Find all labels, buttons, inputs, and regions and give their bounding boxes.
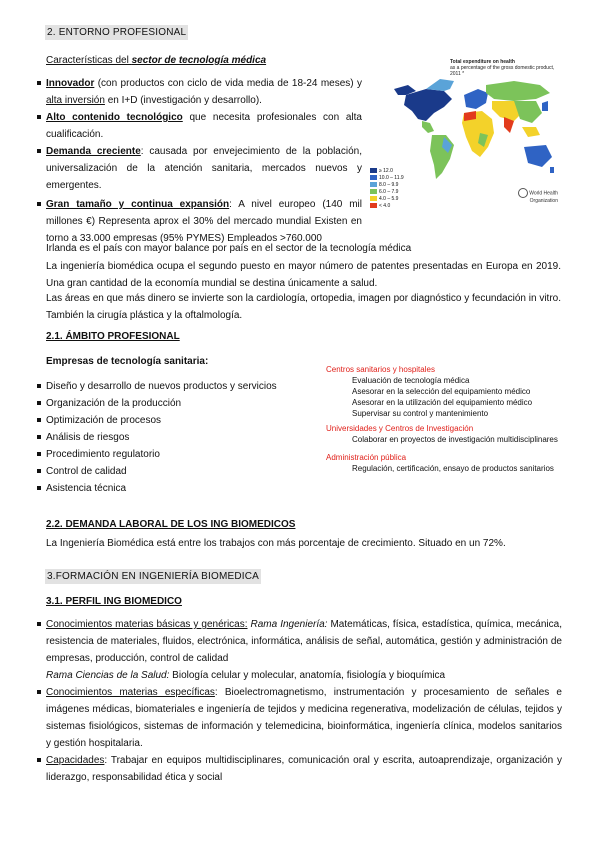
area-item: Regulación, certificación, ensayo de productos sanitarios (352, 464, 554, 473)
map-new-zealand (550, 167, 554, 173)
map-south-america (430, 135, 454, 179)
feature-alto-contenido (37, 109, 362, 143)
sector-features-list (37, 75, 362, 247)
companies-item: Asistencia técnica (37, 480, 317, 497)
profile-list (37, 616, 562, 786)
section-3-heading: 3.FORMACIÓN EN INGENIERÍA BIOMEDICA (47, 571, 260, 582)
legend-label: 6.0 – 7.9 (379, 188, 399, 195)
legend-label: ≥ 12.0 (379, 167, 393, 174)
map-greenland (426, 79, 454, 91)
legend-row (370, 174, 404, 181)
profile-branch: Rama Ciencias de la Salud: (46, 670, 170, 681)
legend-label: 10.0 – 11.9 (379, 174, 404, 181)
subtitle-plain: Características del (46, 55, 132, 66)
area-item: Supervisar su control y mantenimiento (352, 409, 489, 418)
companies-item: Optimización de procesos (37, 412, 317, 429)
area-heading-administration: Administración pública (326, 453, 407, 462)
profile-text: Matemáticas, física, estadística, química, mecánica, resistencia de materiales, fluidos, electrónica, informática, análisis de señal, automática, gestión y administración de empresas, producción, control de calidad (46, 619, 562, 664)
feature-label: Innovador (46, 78, 95, 89)
area-item: Colaborar en proyectos de investigación multidisciplinares (352, 435, 558, 444)
feature-demanda (37, 143, 362, 194)
map-russia (486, 81, 550, 101)
section-3-1-heading: 3.1. PERFIL ING BIOMEDICO (46, 596, 182, 607)
profile-label: Conocimientos materias específicas (46, 687, 215, 698)
area-heading-hospitals: Centros sanitarios y hospitales (326, 365, 435, 374)
professional-areas-diagram (326, 364, 576, 474)
investment-areas-paragraph: Las áreas en que más dinero se invierte son la cardiología, ortopedia, imagen por diagnóstico y fecundación in vitro. También la cirugía plástica y la oftalmología. (46, 293, 561, 321)
companies-item: Organización de la producción (37, 395, 317, 412)
feature-label: Demanda creciente (46, 146, 141, 157)
feature-text: (con productos con ciclo de vida media de 18-24 meses) y (94, 78, 362, 89)
legend-swatch (370, 196, 377, 201)
map-europe (464, 89, 488, 109)
legend-row (370, 167, 404, 174)
feature-text: : A nivel europeo (140 mil millones €) Representa aprox el 30% del mercado mundial Existen en torno a 33.000 empresas (95% PYMES) Empleados >760.000 (46, 199, 363, 244)
companies-list (37, 378, 317, 497)
map-se-asia (522, 127, 540, 137)
companies-item: Análisis de riesgos (37, 429, 317, 446)
labor-demand-text: La Ingeniería Biomédica está entre los trabajos con más porcentaje de crecimiento. Situado en un 72%. (46, 538, 506, 549)
legend-label: 8.0 – 9.9 (379, 181, 399, 188)
profile-label: Capacidades (46, 755, 105, 766)
map-legend (370, 167, 404, 209)
who-emblem-icon (518, 188, 528, 198)
map-title-line2: as a percentage of the gross domestic product, 2011 * (450, 65, 555, 77)
legend-label: 4.0 – 5.9 (379, 195, 399, 202)
companies-intro: Empresas de tecnología sanitaria: (46, 356, 209, 367)
feature-label: Alto contenido tecnológico (46, 112, 183, 123)
legend-row (370, 195, 404, 202)
legend-row (370, 202, 404, 209)
companies-item: Diseño y desarrollo de nuevos productos y servicios (37, 378, 317, 395)
area-item: Asesorar en la selección del equipamiento médico (352, 387, 531, 396)
map-australia (524, 145, 552, 167)
area-item: Evaluación de tecnología médica (352, 376, 470, 385)
feature-label: Gran tamaño y continua expansión (46, 199, 230, 210)
sector-subtitle (46, 52, 266, 69)
ireland-paragraph: Irlanda es el país con mayor balance por país en el sector de la tecnología médica (46, 243, 412, 254)
section-2-1-heading: 2.1. ÁMBITO PROFESIONAL (46, 331, 180, 342)
area-item: Asesorar en la utilización del equipamiento médico (352, 398, 533, 407)
legend-swatch (370, 203, 377, 208)
area-heading-universities: Universidades y Centros de Investigación (326, 424, 474, 433)
map-north-america (404, 89, 452, 121)
legend-row (370, 181, 404, 188)
legend-swatch (370, 189, 377, 194)
profile-text: : Trabajar en equipos multidisciplinares, comunicación oral y escrita, autoaprendizaje, organización y liderazgo, responsabilidad ética y social (46, 755, 562, 783)
health-expenditure-map (364, 55, 562, 210)
feature-text: : causada por envejecimiento de la población, universalización de la atención sanitaria, mercados nuevos y emergentes. (46, 146, 362, 191)
feature-innovador (37, 75, 362, 109)
feature-text: en I+D (investigación y desarrollo). (104, 95, 262, 106)
who-logo (514, 188, 558, 204)
profile-branch: Rama Ingeniería: (247, 619, 328, 630)
profile-specific-knowledge (37, 684, 562, 752)
map-china (514, 101, 542, 123)
legend-row (370, 188, 404, 195)
legend-swatch (370, 168, 377, 173)
profile-basic-knowledge (37, 616, 562, 684)
companies-item: Control de calidad (37, 463, 317, 480)
section-2-2-heading: 2.2. DEMANDA LABORAL DE LOS ING BIOMEDICOS (46, 519, 296, 530)
profile-label: Conocimientos materias básicas y genéricas: (46, 619, 248, 630)
map-japan (542, 101, 548, 111)
who-label: World Health Organization (529, 190, 558, 204)
section-2-heading: 2. ENTORNO PROFESIONAL (47, 27, 187, 38)
profile-skills (37, 752, 562, 786)
patents-paragraph: La ingeniería biomédica ocupa el segundo puesto en mayor número de patentes presentadas en Europa en 2019. Una gran cantidad de la economía mundial se destina únicamente a salud. (46, 261, 561, 289)
feature-label: alta inversión (46, 95, 105, 106)
subtitle-italic: sector de tecnología médica (131, 55, 267, 66)
map-central-america (422, 121, 434, 133)
legend-label: < 4.0 (379, 202, 391, 209)
profile-text: : Bioelectromagnetismo, instrumentación y procesamiento de señales e imágenes médicas, biomateriales e ingeniería de tejidos y medicina regenerativa, modelización de células, tejidos y sistemas fisiológicos, sistemas de información y telemedicina, bioinformática, ingeniería clínica, modelos sanitarios y gestión hospitalaria. (46, 687, 562, 749)
companies-item: Procedimiento regulatorio (37, 446, 317, 463)
legend-swatch (370, 175, 377, 180)
map-title-line1: Total expenditure on health (450, 59, 515, 65)
feature-text: que necesita profesionales con alta cualificación. (46, 112, 362, 140)
legend-swatch (370, 182, 377, 187)
profile-text: Biología celular y molecular, anatomía, fisiología y bioquímica (169, 670, 446, 681)
